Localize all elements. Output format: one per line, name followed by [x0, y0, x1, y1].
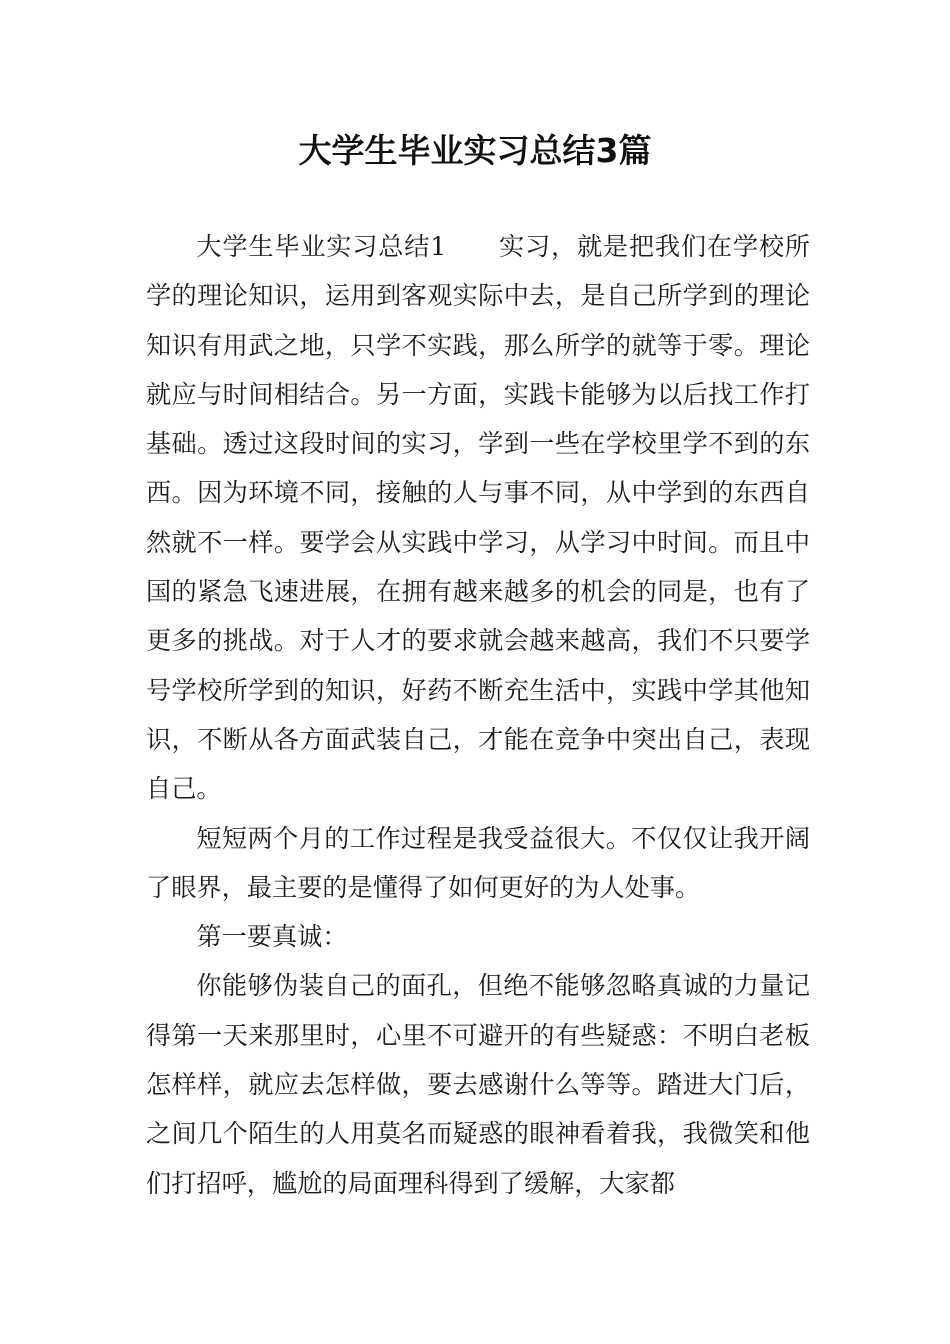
- paragraph-sincerity: 你能够伪装自己的面孔，但绝不能够忽略真诚的力量记得第一天来那里时，心里不可避开的有些疑惑：不明白老板怎样样，就应去怎样做，要去感谢什么等等。踏进大门后，之间几个陌生的人用莫名而疑惑的眼神看着我，我微笑和他们打招呼，尴尬的局面理科得到了缓解，大家都: [146, 971, 810, 1198]
- paragraph-intro: 大学生毕业实习总结1 实习，就是把我们在学校所学的理论知识，运用到客观实际中去，是自己所学到的理论知识有用武之地，只学不实践，那么所学的就等于零。理论就应与时间相结合。另一方面，实践卡能够为以后找工作打基础。透过这段时间的实习，学到一些在学校里学不到的东西。因为环境不同，接触的人与事不同，从中学到的东西自然就不一样。要学会从实践中学习，从学习中时间。而且中国的紧急飞速进展，在拥有越来越多的机会的同是，也有了更多的挑战。对于人才的要求就会越来越高，我们不只要学号学校所学到的知识，好药不断充生活中，实践中学其他知识，不断从各方面武装自己，才能在竞争中突出自己，表现自己。: [146, 232, 810, 804]
- paragraph-heading-sincerity: 第一要真诚：: [196, 922, 348, 952]
- paragraph-two-months: 短短两个月的工作过程是我受益很大。不仅仅让我开阔了眼界，最主要的是懂得了如何更好的为人处事。: [146, 823, 810, 902]
- document-body: [146, 222, 810, 1208]
- document-title: 大学生毕业实习总结3篇: [298, 131, 652, 170]
